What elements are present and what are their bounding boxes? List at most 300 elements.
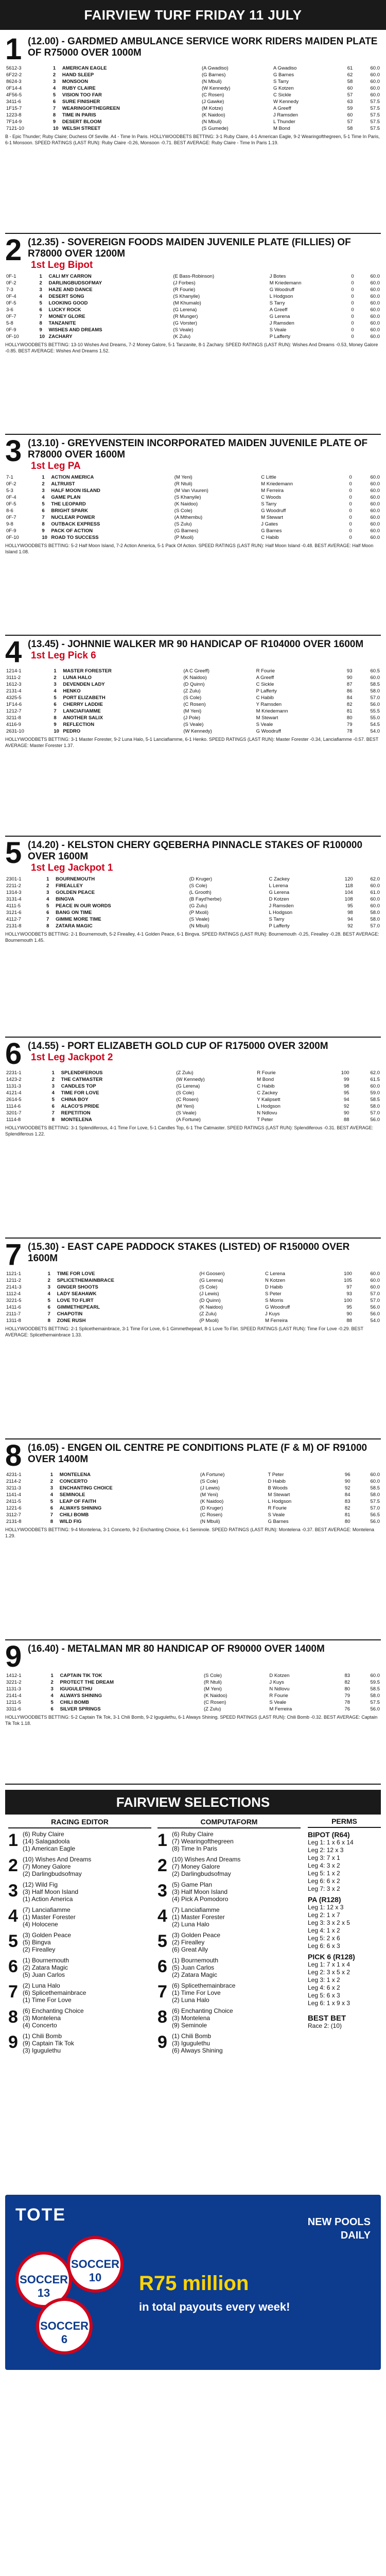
runner-jockey: (M Van Vuuren) bbox=[174, 488, 208, 494]
runner-row bbox=[5, 694, 381, 701]
race-jackpot-row bbox=[28, 862, 381, 874]
runner-number: 4 bbox=[47, 1291, 50, 1297]
race-title: (14.20) - KELSTON CHERY GQEBERHA PINNACLE STAKES OF R100000 OVER 1600M bbox=[28, 840, 363, 862]
runner-row bbox=[5, 668, 381, 674]
runner-number: 2 bbox=[52, 72, 56, 78]
runner-weight: 60.0 bbox=[370, 287, 380, 293]
runner-trainer: M Ferreira bbox=[261, 488, 284, 494]
runner-horse: HAZE AND DANCE bbox=[48, 287, 93, 293]
runner-number: 5 bbox=[54, 695, 57, 701]
runner-form: 3411-6 bbox=[6, 99, 21, 105]
selections-banner: FAIRVIEW SELECTIONS bbox=[5, 1790, 381, 1815]
selection-pick: (1) American Eagle bbox=[23, 1845, 76, 1852]
race-jackpot-label: 1st Leg Bipot bbox=[31, 260, 93, 270]
runner-horse: BINGVA bbox=[56, 896, 75, 902]
perm-leg: Leg 1: 12 x 3 bbox=[308, 1904, 344, 1911]
runner-weight: 60.0 bbox=[370, 1673, 380, 1679]
runner-trainer: S Veale bbox=[269, 327, 287, 333]
runner-weight: 57.5 bbox=[370, 112, 380, 118]
runner-number: 6 bbox=[39, 307, 42, 313]
runner-form: 8-6 bbox=[6, 508, 13, 514]
runner-rating: 87 bbox=[346, 682, 353, 687]
runner-rating: 93 bbox=[346, 1291, 352, 1297]
runner-weight: 60.0 bbox=[370, 65, 380, 71]
runners-table bbox=[5, 1672, 381, 1713]
selection-pick: (5) Juan Carlos bbox=[172, 1964, 215, 1971]
selection-race bbox=[157, 1957, 301, 1978]
runner-weight: 60.0 bbox=[370, 528, 380, 534]
race-card bbox=[5, 234, 381, 435]
runner-trainer: N Kotzen bbox=[265, 1278, 286, 1283]
runner-jockey: (G Lerena) bbox=[173, 307, 197, 313]
perm-leg: Leg 2: 3 x 5 x 2 bbox=[308, 1969, 350, 1976]
runner-weight: 60.0 bbox=[370, 535, 380, 540]
runner-form: 2411-5 bbox=[6, 1499, 21, 1504]
runner-horse: HALF MOON ISLAND bbox=[51, 488, 100, 494]
perm-leg: Leg 5: 6 x 3 bbox=[308, 1992, 340, 1999]
race-titles bbox=[28, 1242, 381, 1264]
selection-pick: (5) Bingva bbox=[23, 1939, 51, 1946]
perm-leg: Leg 5: 2 x 6 bbox=[308, 1935, 340, 1942]
selections-column bbox=[154, 1818, 304, 2058]
runner-number: 3 bbox=[50, 1686, 54, 1692]
runner-form: 3211-8 bbox=[6, 715, 21, 721]
runner-rating: 57 bbox=[347, 92, 353, 98]
race-jackpot-row bbox=[28, 650, 381, 662]
runner-row bbox=[5, 105, 381, 112]
runner-weight: 58.5 bbox=[370, 1686, 380, 1692]
runner-number: 8 bbox=[54, 715, 57, 721]
runner-form: 9-8 bbox=[6, 521, 13, 527]
runner-number: 7 bbox=[50, 1512, 54, 1518]
best-bet-value: Race 2: (10) bbox=[308, 2022, 342, 2029]
selection-pick: (7) Money Galore bbox=[172, 1863, 220, 1870]
selection-pick: (8) Time In Paris bbox=[172, 1845, 218, 1852]
runner-jockey: (P Mxoli) bbox=[199, 1318, 219, 1324]
runner-horse: DESERT SONG bbox=[48, 294, 84, 299]
runner-weight: 57.5 bbox=[370, 106, 380, 111]
runner-number: 2 bbox=[42, 481, 45, 487]
race-number: 1 bbox=[5, 33, 22, 66]
race-header bbox=[5, 1239, 381, 1272]
runner-jockey: (J Gawke) bbox=[201, 99, 224, 105]
selections-grid bbox=[5, 1818, 381, 2058]
perm-leg: Leg 6: 1 x 9 x 3 bbox=[308, 1999, 350, 2007]
runner-row bbox=[5, 909, 381, 916]
runner-row bbox=[5, 494, 381, 501]
race-titles bbox=[28, 1041, 381, 1063]
runner-number: 3 bbox=[47, 1284, 50, 1290]
runner-rating: 0 bbox=[349, 528, 352, 534]
runner-horse: LANCIAFIAMME bbox=[63, 708, 101, 714]
selection-pick: (7) Lanciafiamme bbox=[23, 1906, 71, 1913]
runner-number: 8 bbox=[52, 112, 56, 118]
race-jackpot-label: 1st Leg Jackpot 2 bbox=[31, 1052, 113, 1063]
runner-number: 2 bbox=[54, 675, 57, 681]
selection-race-number: 5 bbox=[8, 1931, 18, 1951]
runner-form: 0F-2 bbox=[6, 481, 16, 487]
runner-jockey: (D Kruger) bbox=[189, 876, 213, 882]
runner-jockey: (S Veale) bbox=[173, 327, 194, 333]
race-title: (12.00) - GARDMED AMBULANCE SERVICE WORK RIDERS MAIDEN PLATE OF R75000 OVER 1000M bbox=[28, 36, 378, 58]
race-card bbox=[5, 1439, 381, 1640]
runner-trainer: C Lerena bbox=[265, 1271, 286, 1277]
runner-horse: BOURNEMOUTH bbox=[56, 876, 95, 882]
runner-row bbox=[5, 1297, 381, 1304]
runner-jockey: (K Naidoo) bbox=[200, 1499, 224, 1504]
runner-form: 2114-2 bbox=[6, 1479, 21, 1484]
selection-pick: (5) Juan Carlos bbox=[23, 1971, 65, 1978]
runner-weight: 58.5 bbox=[370, 682, 380, 687]
runner-jockey: (Z Zulu) bbox=[183, 688, 201, 694]
runner-form: 0F-2 bbox=[6, 280, 16, 286]
runner-horse: CHILI BOMB bbox=[59, 1512, 89, 1518]
runner-horse: SEMINOLE bbox=[59, 1492, 85, 1498]
runner-number: 5 bbox=[47, 1298, 50, 1303]
selections-column-head: COMPUTAFORM bbox=[157, 1818, 301, 1828]
runner-rating: 60 bbox=[347, 112, 353, 118]
runner-jockey: (S Cole) bbox=[183, 695, 202, 701]
perm-leg: Leg 1: 1 x 6 x 14 bbox=[308, 1839, 354, 1846]
runner-trainer: C Sickle bbox=[256, 682, 274, 687]
selection-race-number: 2 bbox=[8, 1856, 18, 1875]
perm-leg: Leg 7: 3 x 2 bbox=[308, 1885, 340, 1892]
runner-row bbox=[5, 1103, 381, 1110]
advert-pool-amount: R75 million bbox=[139, 2272, 249, 2295]
selection-pick: (7) Money Galore bbox=[23, 1863, 71, 1870]
runner-horse: DESERT BLOOM bbox=[62, 119, 102, 125]
runner-horse: SURE FINISHER bbox=[62, 99, 100, 105]
runner-number: 6 bbox=[47, 1304, 50, 1310]
runner-trainer: A Gwadiso bbox=[273, 65, 297, 71]
selection-pick: (1) Time For Love bbox=[23, 1996, 72, 2004]
runner-rating: 98 bbox=[344, 1083, 349, 1089]
race-number: 6 bbox=[5, 1038, 22, 1071]
runner-form: 4325-5 bbox=[6, 695, 22, 701]
race-header bbox=[5, 33, 381, 66]
selection-race-number: 3 bbox=[8, 1881, 18, 1901]
runner-jockey: (N Mbuli) bbox=[201, 119, 222, 125]
selection-pick: (7) Wearingofthegreen bbox=[172, 1838, 234, 1845]
runner-jockey: (A Mthembu) bbox=[174, 515, 203, 520]
runner-number: 10 bbox=[39, 334, 45, 340]
runner-rating: 100 bbox=[344, 1271, 352, 1277]
runner-horse: ZACHARY bbox=[48, 334, 73, 340]
runner-rating: 90 bbox=[346, 1311, 352, 1317]
runner-rating: 58 bbox=[347, 126, 353, 131]
runner-number: 5 bbox=[39, 300, 42, 306]
runner-horse: OUTBACK EXPRESS bbox=[51, 521, 100, 527]
runner-row bbox=[5, 1679, 381, 1686]
runner-trainer: M Kriedemann bbox=[261, 481, 293, 487]
runner-weight: 58.0 bbox=[370, 1104, 380, 1109]
runner-form: 1411-6 bbox=[6, 1304, 21, 1310]
runners-table bbox=[5, 1471, 381, 1525]
runner-horse: GIMMETHEPEARL bbox=[57, 1304, 100, 1310]
runner-weight: 59.0 bbox=[370, 1090, 380, 1096]
runner-row bbox=[5, 916, 381, 923]
runner-trainer: S Peter bbox=[265, 1291, 282, 1297]
runner-trainer: T Peter bbox=[257, 1117, 273, 1123]
runner-row bbox=[5, 674, 381, 681]
runner-row bbox=[5, 1512, 381, 1518]
selection-pick: (1) Bournemouth bbox=[172, 1957, 219, 1964]
runner-form: 7121-10 bbox=[6, 126, 24, 131]
runner-rating: 83 bbox=[344, 1499, 350, 1504]
runner-horse: IGUGULETHU bbox=[60, 1686, 93, 1692]
runner-form: 1112-4 bbox=[6, 1291, 21, 1297]
runner-rating: 0 bbox=[351, 307, 354, 313]
runner-row bbox=[5, 327, 381, 333]
race-notes: HOLLYWOODBETS BETTING: 2-1 Splicethemainbrace, 3-1 Time For Love, 6-1 Gimmethepearl, 8-1 Love To Flirt. SPEED RATINGS (LAST RUN): Time For Love -0.29. BEST AVERAGE: Splicethemainbrace 1.33. bbox=[5, 1326, 363, 1337]
perms-head: PERMS bbox=[308, 1818, 381, 1828]
runner-rating: 0 bbox=[349, 481, 352, 487]
runner-row bbox=[5, 78, 381, 85]
perm-title: PICK 6 (R128) bbox=[308, 1953, 355, 1961]
runner-form: 1141-4 bbox=[6, 1492, 21, 1498]
race-titles bbox=[28, 1643, 381, 1655]
runner-trainer: C Sickle bbox=[273, 92, 291, 98]
runner-weight: 60.0 bbox=[370, 92, 380, 98]
runner-row bbox=[5, 98, 381, 105]
runner-rating: 78 bbox=[346, 728, 353, 734]
race-notes: HOLLYWOODBETS BETTING: 3-1 Splendiferous, 4-1 Time For Love, 5-1 Candles Top, 6-1 The Catmaster. SPEED RATINGS (LAST RUN): Splendiferous -0.31. BEST AVERAGE: Splendiferous 1.22. bbox=[5, 1125, 374, 1137]
runner-form: 1223-8 bbox=[6, 112, 22, 118]
runner-rating: 62 bbox=[347, 72, 353, 78]
runner-rating: 94 bbox=[344, 1097, 349, 1103]
runner-rating: 0 bbox=[351, 320, 354, 326]
selection-pick: (3) Half Moon Island bbox=[23, 1888, 79, 1895]
runner-number: 2 bbox=[39, 280, 42, 286]
runner-rating: 0 bbox=[349, 535, 352, 540]
runner-weight: 58.0 bbox=[370, 1693, 380, 1699]
runner-row bbox=[5, 112, 381, 118]
runner-form: 1211-2 bbox=[6, 1278, 21, 1283]
perm-title: PA (R128) bbox=[308, 1895, 341, 1904]
runner-trainer: S Morris bbox=[265, 1298, 284, 1303]
runner-weight: 58.5 bbox=[370, 1097, 380, 1103]
runner-weight: 60.0 bbox=[370, 86, 380, 91]
runner-trainer: A Greeff bbox=[269, 307, 288, 313]
runner-horse: NUCLEAR POWER bbox=[51, 515, 95, 520]
runner-form: 1612-3 bbox=[6, 682, 22, 687]
runner-horse: MONTELENA bbox=[59, 1472, 91, 1478]
runner-row bbox=[5, 507, 381, 514]
runner-rating: 90 bbox=[344, 1479, 350, 1484]
race-header bbox=[5, 1038, 381, 1071]
runner-horse: ALWAYS SHINING bbox=[60, 1693, 102, 1699]
runner-row bbox=[5, 501, 381, 507]
runner-horse: FIREALLEY bbox=[56, 883, 83, 889]
selection-race bbox=[8, 1881, 151, 1903]
runner-number: 2 bbox=[51, 1077, 55, 1082]
runner-rating: 0 bbox=[351, 287, 354, 293]
selection-race bbox=[157, 1906, 301, 1928]
runner-jockey: (J Lewis) bbox=[199, 1291, 219, 1297]
selection-race bbox=[8, 1856, 151, 1877]
runner-rating: 0 bbox=[351, 294, 354, 299]
runner-jockey: (B Fayd'herbe) bbox=[189, 896, 222, 902]
runner-weight: 55.5 bbox=[370, 708, 380, 714]
selections-column-head: RACING EDITOR bbox=[8, 1818, 151, 1828]
runner-horse: ACTION AMERICA bbox=[51, 474, 94, 480]
runner-horse: PEDRO bbox=[63, 728, 81, 734]
runner-rating: 120 bbox=[344, 876, 353, 882]
runner-row bbox=[5, 286, 381, 293]
runner-form: 4F56-5 bbox=[6, 92, 22, 98]
runner-horse: MONSOON bbox=[62, 79, 89, 84]
runner-horse: GOLDEN PEACE bbox=[56, 890, 95, 895]
race-title: (16.05) - ENGEN OIL CENTRE PE CONDITIONS PLATE (F & M) OF R91000 OVER 1400M bbox=[28, 1443, 367, 1465]
runner-trainer: G Barnes bbox=[273, 72, 294, 78]
selection-picks bbox=[172, 1856, 301, 1877]
runner-horse: LOVE TO FLIRT bbox=[57, 1298, 94, 1303]
race-notes: HOLLYWOODBETS BETTING: 13-10 Wishes And Dreams, 7-2 Money Galore, 5-1 Tanzanite, 8-1 Zachary. SPEED RATINGS (LAST RUN): Wishes And Dreams -0.53, Money Galore -0.85. BEST AVERAGE: Wishes And Dreams 1.52. bbox=[5, 342, 378, 353]
runner-number: 9 bbox=[42, 528, 45, 534]
runner-horse: LEAP OF FAITH bbox=[59, 1499, 96, 1504]
runner-form: 0F-4 bbox=[6, 294, 16, 299]
race-number: 8 bbox=[5, 1439, 22, 1472]
selection-race bbox=[157, 1982, 301, 2004]
runner-rating: 80 bbox=[344, 1519, 350, 1524]
race-title: (16.40) - METALMAN MR 80 HANDICAP OF R90000 OVER 1400M bbox=[28, 1643, 325, 1654]
advert-ball-label: SOCCER 6 bbox=[40, 2319, 89, 2346]
selection-picks bbox=[23, 2007, 151, 2029]
race-title: (13.45) - JOHNNIE WALKER MR 90 HANDICAP OF R104000 OVER 1600M bbox=[28, 639, 364, 650]
runner-form: 1212-7 bbox=[6, 708, 22, 714]
selection-race-number: 7 bbox=[157, 1982, 167, 2002]
runner-row bbox=[5, 125, 381, 132]
runner-horse: CHAPOTIN bbox=[57, 1311, 83, 1317]
best-bet-label: BEST BET bbox=[308, 2014, 346, 2023]
runner-number: 7 bbox=[52, 106, 56, 111]
runner-form: 2231-1 bbox=[6, 1070, 22, 1076]
runner-number: 1 bbox=[50, 1673, 54, 1679]
runner-rating: 59 bbox=[347, 106, 353, 111]
selection-pick: (6) Ruby Claire bbox=[23, 1831, 64, 1838]
runner-jockey: (A Gwadiso) bbox=[201, 65, 229, 71]
runner-rating: 0 bbox=[349, 501, 352, 507]
runner-rating: 95 bbox=[347, 903, 353, 909]
race-jackpot-label: 1st Leg Pick 6 bbox=[31, 650, 96, 661]
tote-advert bbox=[5, 2195, 381, 2370]
perm-leg: Leg 3: 1 x 2 bbox=[308, 1976, 340, 1984]
runner-horse: PORT ELIZABETH bbox=[63, 695, 106, 701]
runner-number: 4 bbox=[52, 86, 56, 91]
runner-horse: GAME PLAN bbox=[51, 495, 81, 500]
race-notes: HOLLYWOODBETS BETTING: 5-2 Half Moon Island, 7-2 Action America, 5-1 Pack Of Action. SPEED RATINGS (LAST RUN): Half Moon Island -0.48. BEST AVERAGE: Half Moon Island 1.08. bbox=[5, 543, 374, 554]
runner-trainer: C Habib bbox=[256, 695, 274, 701]
race-number: 2 bbox=[5, 234, 22, 267]
runner-jockey: (R Fourie) bbox=[173, 287, 196, 293]
runner-trainer: S Veale bbox=[268, 1512, 285, 1518]
selection-pick: (4) Holocene bbox=[23, 1921, 58, 1928]
runner-form: 2614-5 bbox=[6, 1097, 22, 1103]
selection-pick: (3) Igugulethu bbox=[172, 2040, 210, 2047]
perm-leg: Leg 2: 12 x 3 bbox=[308, 1846, 344, 1854]
runner-form: 2111-7 bbox=[6, 1311, 21, 1317]
race-number: 4 bbox=[5, 636, 22, 669]
runner-trainer: D Kotzen bbox=[269, 1673, 290, 1679]
advert-side-text: NEW POOLS DAILY bbox=[307, 2216, 371, 2241]
runner-number: 6 bbox=[54, 702, 57, 707]
runner-rating: 0 bbox=[351, 314, 354, 319]
selection-pick: (6) Ruby Claire bbox=[172, 1831, 214, 1838]
runner-weight: 60.0 bbox=[370, 307, 380, 313]
race-titles bbox=[28, 639, 381, 662]
selection-race-number: 9 bbox=[8, 2032, 18, 2052]
runner-row bbox=[5, 1270, 381, 1277]
race-notes: HOLLYWOODBETS BETTING: 5-2 Captain Tik Tok, 3-1 Chili Bomb, 9-2 Igugulethu, 6-1 Always Shining. SPEED RATINGS (LAST RUN): Chili Bomb -0.32. BEST AVERAGE: Captain Tik Tok 1.18. bbox=[5, 1715, 378, 1726]
runner-row bbox=[5, 681, 381, 688]
runner-weight: 57.0 bbox=[370, 1291, 380, 1297]
runner-weight: 59.5 bbox=[370, 1680, 380, 1685]
runner-weight: 57.0 bbox=[370, 1505, 380, 1511]
runner-jockey: (S Cole) bbox=[200, 1479, 218, 1484]
selection-pick: (5) Game Plan bbox=[172, 1881, 213, 1888]
runner-row bbox=[5, 1284, 381, 1291]
runner-form: 4116-9 bbox=[6, 722, 21, 727]
race-card-list bbox=[0, 30, 386, 1785]
race-title: (14.55) - PORT ELIZABETH GOLD CUP OF R175000 OVER 3200M bbox=[28, 1041, 328, 1052]
runner-row bbox=[5, 521, 381, 528]
runner-rating: 84 bbox=[344, 1492, 350, 1498]
perm-leg: Leg 3: 7 x 1 bbox=[308, 1854, 340, 1861]
selection-pick: (3) Golden Peace bbox=[172, 1931, 221, 1939]
runner-jockey: (M Yeni) bbox=[176, 1104, 195, 1109]
runner-trainer: G Woodruff bbox=[261, 508, 286, 514]
selection-picks bbox=[172, 1906, 301, 1928]
race-titles bbox=[28, 36, 381, 59]
runner-rating: 0 bbox=[349, 474, 352, 480]
runner-form: 1412-1 bbox=[6, 1673, 22, 1679]
runner-horse: LOOKING GOOD bbox=[48, 300, 88, 306]
selection-race bbox=[157, 2032, 301, 2054]
runner-row bbox=[5, 923, 381, 929]
runner-row bbox=[5, 1505, 381, 1512]
selection-race bbox=[157, 2007, 301, 2029]
runner-number: 5 bbox=[46, 903, 49, 909]
runner-form: 7-3 bbox=[6, 287, 13, 293]
selection-pick: (3) Montelena bbox=[23, 2014, 61, 2022]
race-notes: HOLLYWOODBETS BETTING: 2-1 Bournemouth, 5-2 Firealley, 4-1 Golden Peace, 6-1 Bingva. SPEED RATINGS (LAST RUN): Bournemouth -0.25, Firealley -0.28. BEST AVERAGE: Bournemouth 1.45. bbox=[5, 931, 379, 943]
selection-pick: (2) Zatara Magic bbox=[172, 1971, 218, 1978]
runner-rating: 99 bbox=[344, 1077, 349, 1082]
runner-trainer: L Thunder bbox=[273, 119, 295, 125]
race-number: 9 bbox=[5, 1640, 22, 1673]
runner-number: 6 bbox=[46, 910, 49, 916]
runner-weight: 58.0 bbox=[370, 910, 380, 916]
runner-jockey: (A Fortune) bbox=[176, 1117, 201, 1123]
runner-trainer: P Lafferty bbox=[256, 688, 277, 694]
runner-number: 10 bbox=[54, 728, 59, 734]
runner-rating: 82 bbox=[346, 702, 353, 707]
runner-horse: TIME IN PARIS bbox=[62, 112, 96, 118]
selection-pick: (3) Montelena bbox=[172, 2014, 210, 2022]
runner-horse: CHINA BOY bbox=[61, 1097, 89, 1103]
runner-form: 3112-7 bbox=[6, 1512, 21, 1518]
runner-weight: 60.0 bbox=[370, 320, 380, 326]
runner-weight: 57.5 bbox=[370, 99, 380, 105]
runner-row bbox=[5, 1070, 381, 1076]
runner-trainer: M Kriedemann bbox=[269, 280, 302, 286]
runner-weight: 60.0 bbox=[370, 501, 380, 507]
selection-pick: (2) Darlingbudsofmay bbox=[172, 1870, 231, 1877]
runner-rating: 63 bbox=[347, 99, 353, 105]
runner-trainer: S Tarry bbox=[269, 300, 285, 306]
runner-row bbox=[5, 487, 381, 494]
selection-pick: (14) Salagadoola bbox=[23, 1838, 70, 1845]
